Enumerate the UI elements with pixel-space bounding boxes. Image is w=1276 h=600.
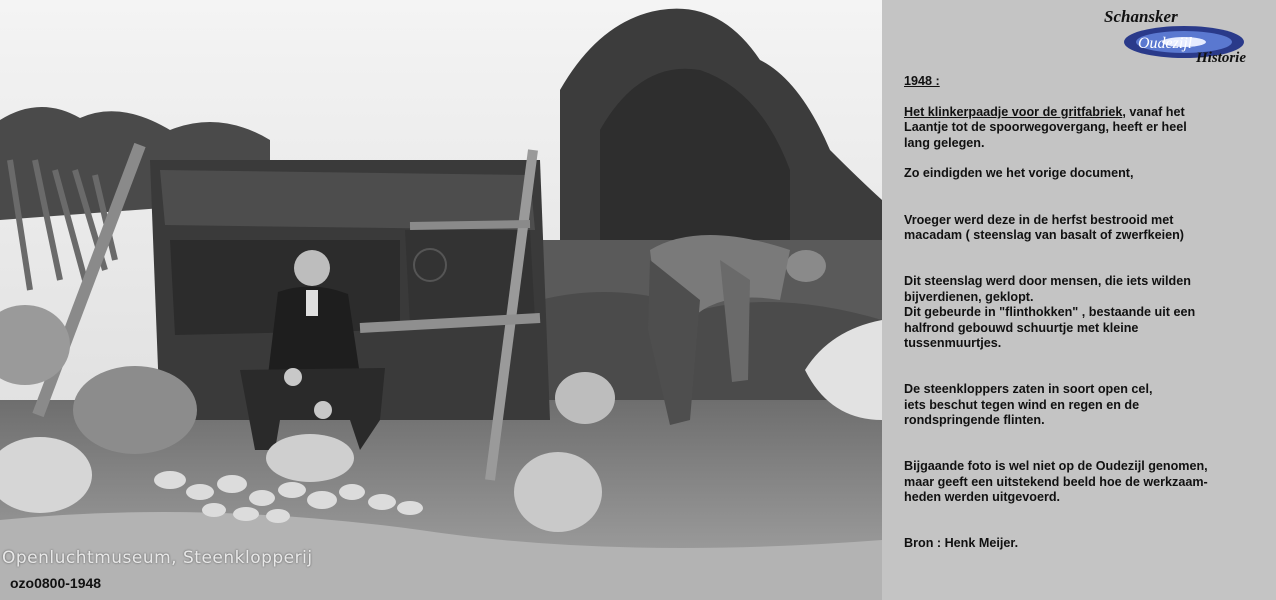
- source-credit: Bron : Henk Meijer.: [904, 536, 1019, 551]
- svg-text:Historie: Historie: [1196, 50, 1247, 66]
- schansker-oudezijl-historie-logo: [1100, 4, 1272, 66]
- text-panel: [882, 0, 1276, 600]
- article-text: 1948 : Het klinkerpaadje voor de gritfabriek, vanaf het Laantje tot de spoorwegovergang, heeft er heel lang gelegen. Zo eindigden we het vorige document, Vroeger werd deze in de herfst bestrooid met macadam ( steenslag van basalt of zwerfkeien) Dit steenslag werd door mensen, die iets wilden bijverdienen, geklopt. Dit gebeurde in "flinthokken" , bestaande uit een halfrond gebouwd schuurtje met kleine tussenmuurtjes. De steenkloppers zaten in soort open cel, iets beschut tegen wind en regen en de rondspringende flinten. Bijgaande foto is wel niet op de Oudezijl genomen, maar geeft een uitstekend beeld hoe de werkzaam- heden werden uitgevoerd. Bron : Henk Meijer.: [904, 74, 1270, 552]
- gritfabriek-link[interactable]: Het klinkerpaadje voor de gritfabriek: [904, 104, 1123, 119]
- photo-id-label: ozo0800-1948: [10, 575, 102, 591]
- svg-text:Oudezijl: Oudezijl: [1138, 35, 1193, 52]
- paragraph-previous-document: Zo eindigden we het vorige document,: [904, 166, 1134, 181]
- year-heading: 1948 :: [904, 74, 940, 88]
- svg-text:Schansker: Schansker: [1104, 7, 1178, 26]
- photo-print-caption: Openluchtmuseum, Steenklopperij: [2, 548, 313, 568]
